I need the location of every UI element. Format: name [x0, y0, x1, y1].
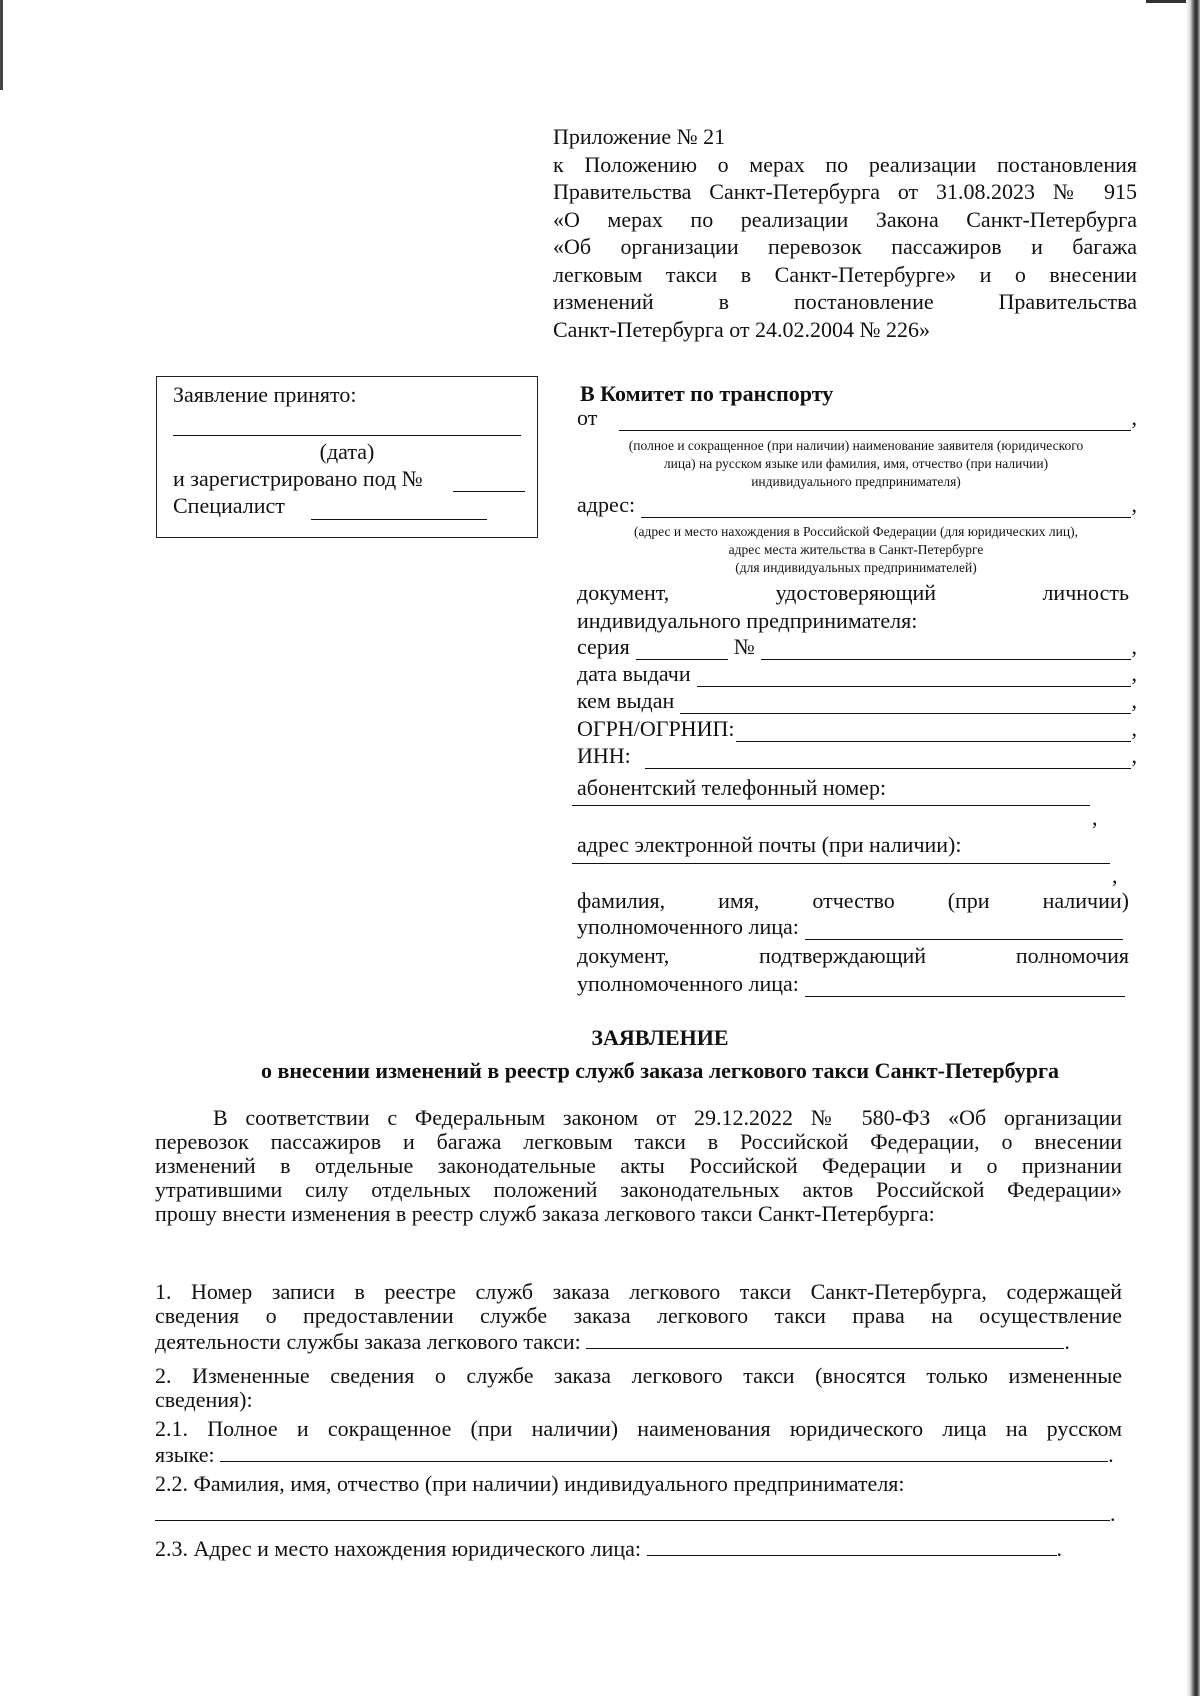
address-label: адрес: — [577, 492, 636, 517]
address-hint — [580, 523, 1132, 577]
item-line: сведения): — [155, 1387, 253, 1412]
issue-date-field[interactable] — [697, 666, 1131, 687]
acceptance-date-field[interactable] — [173, 435, 521, 436]
item-line: сведения о предоставлении службе заказа легкового такси права на осуществление — [155, 1303, 1122, 1328]
date-caption: (дата) — [319, 439, 375, 464]
hint-line: (полное и сокращенное (при наличии) наименование заявителя (юридического — [628, 438, 1084, 453]
authority-doc-line: документ, подтверждающий полномочия — [577, 943, 1129, 968]
ogrn-label: ОГРН/ОГРНИП: — [577, 716, 735, 741]
id-document-line: документ, удостоверяющий личность — [577, 580, 1129, 605]
comma: , — [1112, 863, 1118, 888]
annex-header — [553, 123, 1137, 343]
item-2-3 — [155, 1535, 1122, 1561]
intro-paragraph — [155, 1106, 1122, 1226]
email-label: адрес электронной почты (при наличии): — [577, 832, 962, 857]
from-label: от — [577, 405, 598, 430]
item-2 — [155, 1364, 1122, 1412]
statement-title: ЗАЯВЛЕНИЕ — [591, 1025, 729, 1050]
address-field[interactable] — [641, 497, 1130, 518]
registered-label: и зарегистрировано под № — [173, 466, 423, 491]
from-hint — [580, 437, 1132, 491]
authority-doc-row — [577, 971, 1125, 997]
intro-line: перевозок пассажиров и багажа легковым такси в Российской Федерации, о внесении — [155, 1129, 1122, 1154]
intro-line: утратившими силу отдельных положений законодательных актов Российской Федерации» — [155, 1177, 1122, 1202]
hint-line: (для индивидуальных предпринимателей) — [735, 560, 977, 575]
number-field[interactable] — [761, 639, 1131, 660]
authority-doc-label: уполномоченного лица: — [577, 971, 799, 996]
annex-line: Санкт-Петербурга от 24.02.2004 № 226» — [553, 316, 931, 342]
hint-line: индивидуального предпринимателя) — [751, 474, 961, 489]
item-line — [155, 1500, 1122, 1526]
item-2-2 — [155, 1472, 1122, 1526]
annex-line: изменений в постановление Правительства — [553, 289, 1137, 314]
legal-entity-name-field[interactable] — [220, 1441, 1108, 1462]
phone-label: абонентский телефонный номер: — [577, 775, 887, 800]
rep-name-field[interactable] — [805, 919, 1123, 940]
ogrn-field[interactable] — [736, 721, 1130, 742]
item-line: 2. Измененные сведения о службе заказа легкового такси (вносятся только измененные — [155, 1363, 1122, 1388]
specialist-field[interactable] — [311, 519, 487, 520]
period: . — [1108, 1442, 1114, 1467]
comma: , — [1131, 743, 1137, 768]
annex-line: легковым такси в Санкт-Петербурге» и о внесении — [553, 261, 1137, 287]
issued-by-field[interactable] — [680, 693, 1130, 714]
statement-subtitle: о внесении изменений в реестр служб заказа легкового такси Санкт-Петербурга — [260, 1058, 1060, 1083]
period: . — [1064, 1329, 1070, 1354]
issued-by-label: кем выдан — [577, 688, 675, 713]
hint-line: (адрес и место нахождения в Российской Федерации (для юридических лиц), — [634, 524, 1078, 539]
annex-line: «О мерах по реализации Закона Санкт-Петербурга — [553, 206, 1137, 232]
item-line: 2.1. Полное и сокращенное (при наличии) наименования юридического лица на русском — [155, 1416, 1122, 1441]
period: . — [1110, 1501, 1116, 1526]
acceptance-box — [156, 376, 538, 538]
authority-doc-field[interactable] — [805, 976, 1125, 997]
rep-name-line: фамилия, имя, отчество (при наличии) — [577, 888, 1129, 913]
item-line — [155, 1441, 1122, 1467]
specialist-label: Специалист — [173, 493, 285, 518]
item-line-text: деятельности службы заказа легкового такси: — [155, 1329, 581, 1354]
item-line: 2.2. Фамилия, имя, отчество (при наличии) индивидуального предпринимателя: — [155, 1471, 905, 1496]
comma: , — [1131, 492, 1137, 517]
intro-line: прошу внести изменения в реестр служб заказа легкового такси Санкт-Петербурга: — [155, 1201, 935, 1226]
rep-name-row — [577, 914, 1123, 940]
legal-address-field[interactable] — [647, 1535, 1057, 1556]
item-line — [155, 1328, 1122, 1354]
inn-field[interactable] — [645, 748, 1131, 769]
comma: , — [1131, 688, 1137, 713]
series-label: серия — [577, 634, 630, 659]
from-row — [577, 405, 1137, 431]
intro-line: В соответствии с Федеральным законом от 29.12.2022 № 580-ФЗ «Об организации — [213, 1105, 1122, 1130]
registry-record-number-field[interactable] — [586, 1328, 1064, 1349]
series-field[interactable] — [636, 639, 728, 660]
comma: , — [1131, 405, 1137, 430]
registration-number-field[interactable] — [453, 491, 525, 492]
email-field[interactable] — [572, 863, 1110, 864]
comma: , — [1131, 634, 1137, 659]
item-line-text: 2.3. Адрес и место нахождения юридического лица: — [155, 1536, 641, 1561]
issued-by-row — [577, 688, 1137, 714]
accepted-label: Заявление принято: — [173, 382, 357, 407]
intro-line: изменений в отдельные законодательные акты Российской Федерации и о признании — [155, 1153, 1122, 1178]
scan-edge-top — [1146, 0, 1186, 3]
issue-date-label: дата выдачи — [577, 661, 691, 686]
hint-line: лица) на русском языке или фамилия, имя, отчество (при наличии) — [663, 456, 1049, 471]
scan-edge-left — [0, 0, 3, 90]
number-label: № — [733, 634, 755, 659]
item-2-1 — [155, 1417, 1122, 1467]
annex-line: Правительства Санкт-Петербурга от 31.08.2023 № 915 — [553, 179, 1137, 204]
comma: , — [1131, 716, 1137, 741]
rep-name-label: уполномоченного лица: — [577, 914, 799, 939]
inn-label: ИНН: — [577, 743, 631, 768]
item-line: 1. Номер записи в реестре служб заказа легкового такси Санкт-Петербурга, содержащей — [155, 1279, 1122, 1304]
item-line-text: языке: — [155, 1442, 215, 1467]
inn-row — [577, 743, 1137, 769]
annex-line: «Об организации перевозок пассажиров и багажа — [553, 234, 1137, 259]
period: . — [1056, 1536, 1062, 1561]
annex-title: Приложение № 21 — [553, 124, 726, 149]
entrepreneur-name-field[interactable] — [155, 1500, 1110, 1521]
phone-field[interactable] — [572, 805, 1090, 806]
issue-date-row — [577, 661, 1137, 687]
address-row — [577, 492, 1137, 518]
comma: , — [1092, 805, 1098, 830]
comma: , — [1131, 661, 1137, 686]
item-1 — [155, 1280, 1122, 1354]
id-document-line2: индивидуального предпринимателя: — [577, 608, 918, 633]
scan-edge-right — [1186, 0, 1200, 1696]
hint-line: адрес места жительства в Санкт-Петербурге — [728, 542, 984, 557]
item-line — [155, 1535, 1122, 1561]
committee-heading: В Комитет по транспорту — [580, 381, 834, 406]
annex-line: к Положению о мерах по реализации постановления — [553, 151, 1137, 177]
series-row — [577, 634, 1137, 660]
ogrn-row — [577, 716, 1137, 742]
from-field[interactable] — [619, 410, 1130, 431]
